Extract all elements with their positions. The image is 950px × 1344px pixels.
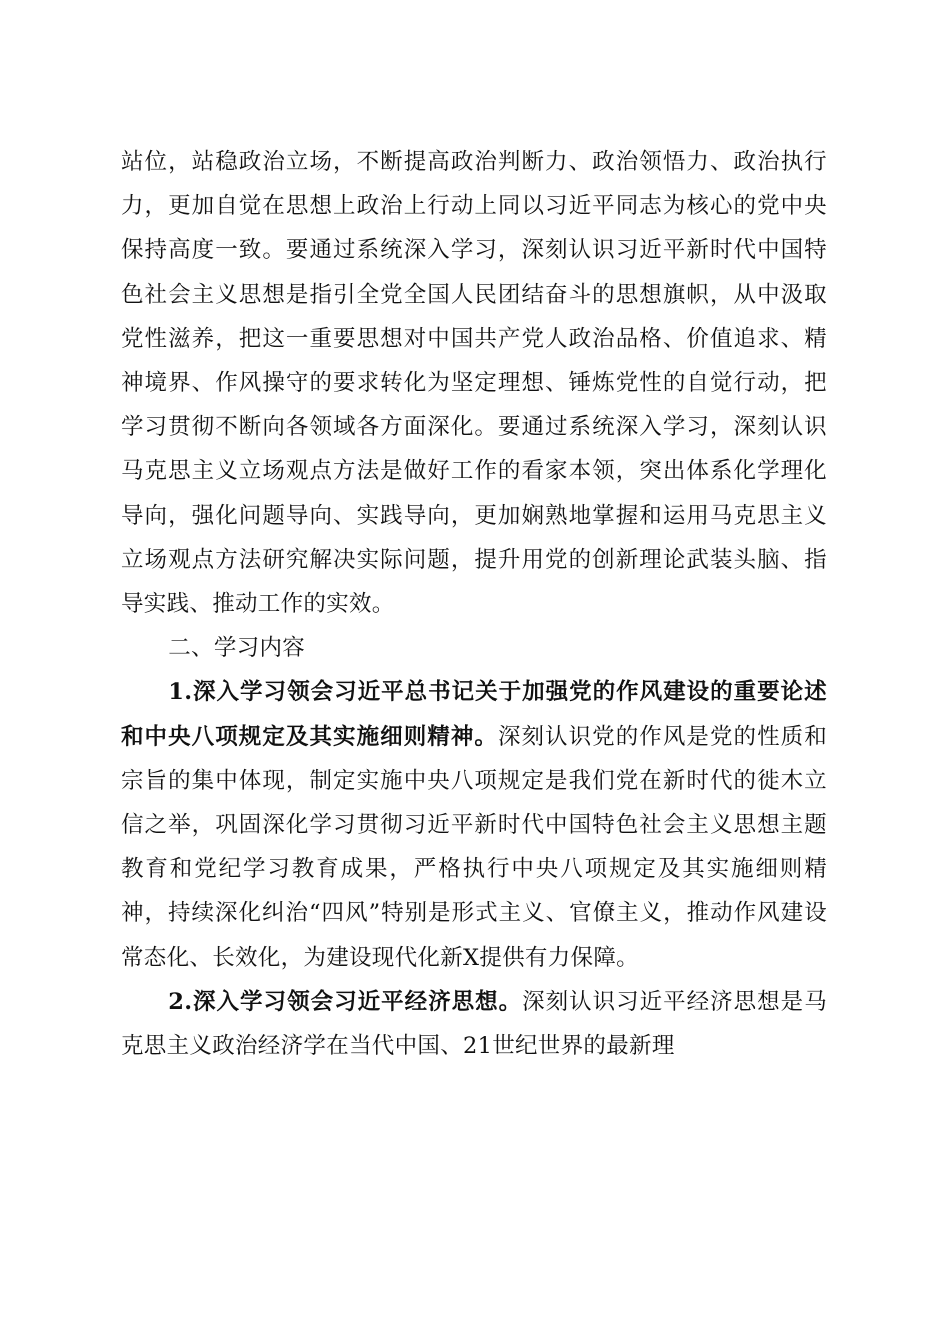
item-1-body: 深刻认识党的作风是党的性质和宗旨的集中体现，制定实施中央八项规定是我们党在新时代的徙木立信之举，巩固深化学习贯彻习近平新时代中国特色社会主义思想主题教育和党纪学习教育成果，严格执行中央八项规定及其实施细则精神，持续深化纠治“四风”特别是形式主义、官僚主义，推动作风建设常态化、长效化，为建设现代化新X提供有力保障。 — [121, 723, 827, 971]
item-1-lead: 1.深入学习领会习近平总书记关于加强党的作风建设的重要论述和中央八项规定及其实施细则精神。 — [121, 679, 827, 750]
document-body — [121, 140, 827, 1068]
item-2-body: 深刻认识习近平经济思想是马克思主义政治经济学在当代中国、21世纪世界的最新理 — [121, 988, 827, 1060]
list-item-2 — [121, 980, 827, 1068]
list-item-1 — [121, 670, 827, 979]
paragraph-continuation: 站位，站稳政治立场，不断提高政治判断力、政治领悟力、政治执行力，更加自觉在思想上政治上行动上同以习近平同志为核心的党中央保持高度一致。要通过系统深入学习，深刻认识习近平新时代中国特色社会主义思想是指引全党全国人民团结奋斗的思想旗帜，从中汲取党性滋养，把这一重要思想对中国共产党人政治品格、价值追求、精神境界、作风操守的要求转化为坚定理想、锤炼党性的自觉行动，把学习贯彻不断向各领域各方面深化。要通过系统深入学习，深刻认识马克思主义立场观点方法是做好工作的看家本领，突出体系化学理化导向，强化问题导向、实践导向，更加娴熟地掌握和运用马克思主义立场观点方法研究解决实际问题，提升用党的创新理论武装头脑、指导实践、推动工作的实效。 — [121, 149, 827, 618]
section-heading: 二、学习内容 — [168, 635, 306, 662]
item-2-lead: 2.深入学习领会习近平经济思想。 — [168, 988, 523, 1015]
